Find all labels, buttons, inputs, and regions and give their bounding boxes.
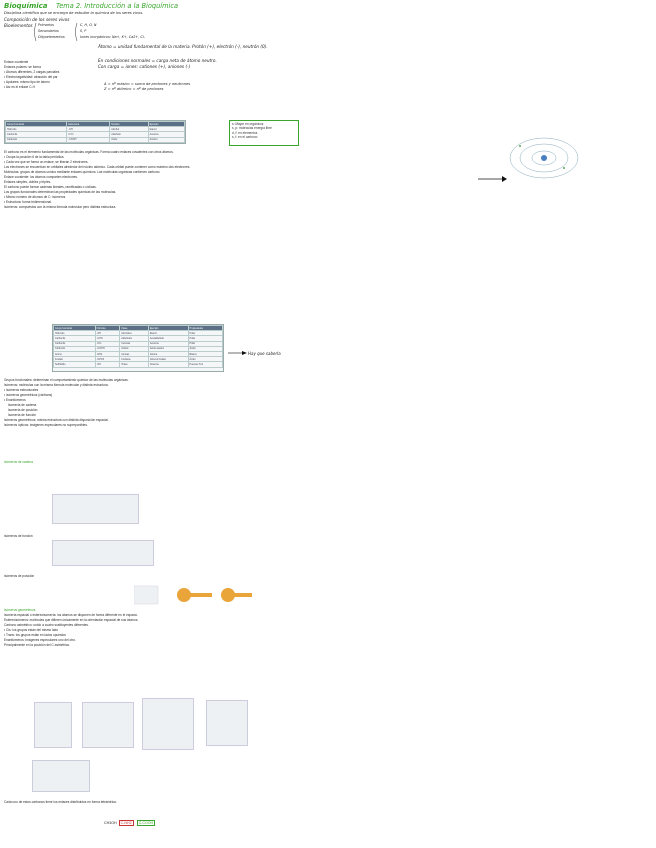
footer-text: Cada uno de estos carbonos tiene los enlaces distribuidos en forma tetraédrica. <box>4 800 117 804</box>
table-cell: Carboxilo <box>6 137 67 142</box>
handnote: Secundarios <box>38 29 59 33</box>
table-cell: Glicina <box>148 351 188 356</box>
body-line: Carbono asimétrico: unido a cuatro sustituyentes diferentes. <box>4 623 89 627</box>
table-cell: Aldehído <box>110 132 148 137</box>
table-cell: Acetona <box>148 341 188 346</box>
table-header: Ejemplo <box>148 326 188 331</box>
handnote: S, P <box>80 29 87 33</box>
table-cell: Carbonilo <box>54 341 96 346</box>
body-line: Isómeros: compuestos con la misma fórmula molecular pero distinta estructura. <box>4 205 117 209</box>
body-line: Isomería espacial o estereoisomería: los átomos se disponen de forma diferente en el espacio. <box>4 613 138 617</box>
body-line: Isomería de función <box>8 413 36 417</box>
formula-prefix: CH3OH <box>104 821 117 825</box>
table-cell: Fosfato <box>54 357 96 362</box>
body-line: Estereoisómeros: moléculas que difieren únicamente en la orientación espacial de sus átomos. <box>4 618 139 622</box>
isomer-label-funcion: Isómeros de función <box>4 534 33 538</box>
table-cell: Alcohol <box>110 127 148 132</box>
table-cell: Fosfatos <box>120 357 149 362</box>
enantiomer-figure <box>206 700 248 746</box>
left-note: • Átomos diferentes, 2 cargas parciales <box>4 70 60 74</box>
table-cell: -CHO <box>95 336 120 341</box>
body-line: Isómeros geométricos: misma estructura con distinta disposición espacial. <box>4 418 109 422</box>
body-line: Los grupos funcionales determinan las propiedades químicas de las moléculas. <box>4 190 117 194</box>
table-cell: Carboxilo <box>54 346 96 351</box>
left-note: • Así es el enlace C-H <box>4 85 35 89</box>
table-header: Propiedades <box>188 326 222 331</box>
functional-groups-table <box>4 120 186 144</box>
enantiomer-figure <box>82 702 134 748</box>
table-header: Clase <box>120 326 149 331</box>
body-line: Enantiómeros: imágenes especulares uno del otro. <box>4 638 76 642</box>
formula <box>104 820 156 826</box>
formula-box: C-COOH <box>138 821 154 825</box>
orbital-note: s, f: en el carbono <box>232 135 258 140</box>
body-line: • Estructura: forma tridimensional. <box>4 200 52 204</box>
table-cell: Polar <box>188 331 222 336</box>
table-cell: Acetaldehído <box>148 336 188 341</box>
handnote: Oligoelementos <box>38 35 65 39</box>
isomer-label-cadena: Isómeros de cadena <box>4 460 33 464</box>
body-line: El carbono puede formar cadenas lineales, ramificadas o cíclicas. <box>4 185 97 189</box>
table-cell: Acetona <box>148 132 184 137</box>
lock-key-figure <box>134 582 254 608</box>
handnote: Disciplina científica que se encarga de estudiar la química de los seres vivos. <box>4 11 144 15</box>
table-cell: -COOH <box>95 346 120 351</box>
handnote: En condiciones normales = carga neta de átomo neutro. <box>98 58 217 63</box>
table-cell: -NH2 <box>95 351 120 356</box>
table-cell: Polar <box>188 341 222 346</box>
table-cell: -OH <box>67 127 110 132</box>
orbital-note-box <box>229 120 299 146</box>
handnote: Átomo = unidad fundamental de la materia. Protón (+), electrón (-), neutrón (0). <box>98 44 268 49</box>
table-cell: Cetonas <box>120 341 149 346</box>
body-line: Los electrones se encuentran en orbitales alrededor del núcleo atómico. Cada orbital puede contener como máximo dos electrones. <box>4 165 191 169</box>
handnote: Con carga = iones: cationes (+), aniones (-) <box>98 64 191 69</box>
body-line: • Cada vez que se forma un enlace, se liberan 2 electrones. <box>4 160 89 164</box>
table-annotation: Hay que saberla <box>248 351 281 356</box>
table-header: Grupo funcional <box>54 326 96 331</box>
body-line: Isomería de cadena <box>8 403 37 407</box>
body-line: Principalmente en la posición del C asimétrico. <box>4 643 71 647</box>
table-cell: Hidroxilo <box>54 331 96 336</box>
enantiomer-figure <box>32 760 90 792</box>
table-cell: -COOH <box>67 137 110 142</box>
body-line: Isómeros: moléculas con la misma fórmula molecular y distinta estructura. <box>4 383 109 387</box>
enantiomer-figure <box>142 698 194 750</box>
body-line: El carbono es el elemento fundamental de las moléculas orgánicas. Forma cuatro enlaces covalentes con otros átomos. <box>4 150 174 154</box>
body-line: Isómeros ópticos: imágenes especulares no superponibles. <box>4 423 88 427</box>
atom-diagram <box>502 134 582 182</box>
body-line: • Cis: los grupos están del mismo lado <box>4 628 59 632</box>
table-header: Estructura <box>67 122 110 127</box>
arrow-icon <box>228 350 248 356</box>
table-cell: Glicerol fosfato <box>148 357 188 362</box>
table-header: Nombre <box>110 122 148 127</box>
table-cell: Ácido <box>188 346 222 351</box>
table-cell: Amino <box>54 351 96 356</box>
page-title: Bioquímica <box>4 2 48 10</box>
body-line: • Isómeros geométricos (cis/trans) <box>4 393 53 397</box>
table-cell: Ácido <box>188 357 222 362</box>
table-cell: Etanol <box>148 127 184 132</box>
enantiomer-figure <box>34 702 72 748</box>
body-line: • Trans: los grupos están en lados opuestos <box>4 633 66 637</box>
arrow-icon <box>478 175 508 183</box>
handnote: Iones inorgánicos: Na+, K+, Ca2+, Cl- <box>80 35 145 39</box>
table-cell: Acético <box>148 137 184 142</box>
table-cell: Etanol <box>148 331 188 336</box>
functional-groups-full-table <box>52 324 224 372</box>
body-line: • Mismo número de átomos de C: isómeros. <box>4 195 67 199</box>
table-cell: Ácidos <box>120 346 149 351</box>
table-header: Fórmula <box>95 326 120 331</box>
page-subtitle: Tema 2. Introducción a la Bioquímica <box>56 2 179 10</box>
table-cell: Sulfhidrilo <box>54 362 96 367</box>
table-cell: C=O <box>67 132 110 137</box>
isomer-label-posicion: Isómeros de posición <box>4 574 35 578</box>
table-cell: Aldehídos <box>120 336 149 341</box>
table-cell: Puentes S-S <box>188 362 222 367</box>
table-row <box>54 362 223 367</box>
table-cell: Básico <box>188 351 222 356</box>
isomer-funcion-figure <box>52 540 154 566</box>
table-header: Grupo funcional <box>6 122 67 127</box>
body-line: Isomería de posición <box>8 408 38 412</box>
table-cell: -SH <box>95 362 120 367</box>
table-cell: Ácido <box>110 137 148 142</box>
orbital-note: s: Mayor en orgánicos <box>232 122 264 126</box>
left-note: • Apolares: mismo tipo de átomo <box>4 80 50 84</box>
table-cell: Polar <box>188 336 222 341</box>
left-note: Enlace covalente <box>4 60 29 64</box>
orbital-note: d, f: en elementos <box>232 130 258 135</box>
table-cell: Carbonilo <box>54 336 96 341</box>
table-cell: -CO- <box>95 341 120 346</box>
table-cell: Cisteína <box>148 362 188 367</box>
handnote: C, H, O, N <box>80 23 97 27</box>
isomer-label-geometricos: Isómeros geométricos <box>4 608 36 612</box>
handnote: Z = nº atómico = nº de protones <box>104 87 164 91</box>
isomer-cadena-figure <box>52 494 139 524</box>
table-row <box>6 137 185 142</box>
body-line: Enlaces simples, dobles y triples. <box>4 180 51 184</box>
table-cell: -OH <box>95 331 120 336</box>
table-cell: Alcoholes <box>120 331 149 336</box>
table-cell: -OPO3 <box>95 357 120 362</box>
body-line: • Isómeros estructurales <box>4 388 39 392</box>
table-cell: Ácido acético <box>148 346 188 351</box>
body-line: • Enantiómeros <box>4 398 26 402</box>
table-cell: Hidroxilo <box>6 127 67 132</box>
table-header: Ejemplo <box>148 122 184 127</box>
body-line: Enlace covalente: los átomos comparten electrones. <box>4 175 78 179</box>
handnote: Primarios <box>38 23 54 27</box>
orbital-note: s, p: moléculas energía libre <box>232 126 272 131</box>
body-line: Moléculas: grupos de átomos unidos mediante enlaces químicos. Las moléculas orgánicas contienen carbono. <box>4 170 161 174</box>
table-cell: Tioles <box>120 362 149 367</box>
handnote: Bioelementos <box>4 23 33 28</box>
left-note: Enlaces polares: se forma <box>4 65 41 69</box>
brace-lines <box>33 21 103 45</box>
formula-box: C-NH2 <box>120 821 132 825</box>
table-cell: Aminas <box>120 351 149 356</box>
table-cell: Carbonilo <box>6 132 67 137</box>
left-note: • Electronegatividad: atracción del par <box>4 75 58 79</box>
body-line: Grupos funcionales: determinan el comportamiento químico de las moléculas orgánicas. <box>4 378 129 382</box>
handnote: A = nº másico = suma de protones y neutrones <box>104 82 191 86</box>
body-line: • Ocupa la posición 6 de la tabla periódica. <box>4 155 65 159</box>
handnote: Composición de los seres vivos <box>4 17 70 22</box>
